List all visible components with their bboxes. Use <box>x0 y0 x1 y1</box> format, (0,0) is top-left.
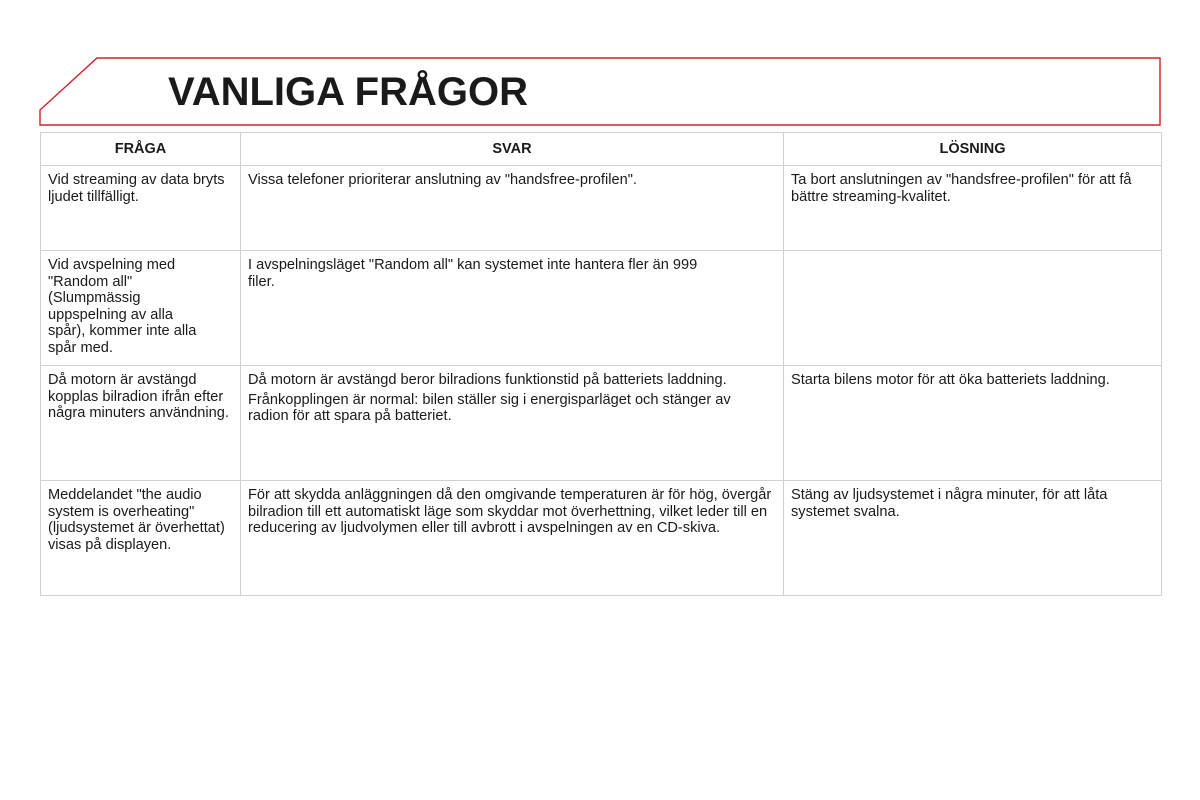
table-header-row <box>41 133 1162 166</box>
table-row <box>41 166 1162 251</box>
solution-cell: Stäng av ljudsystemet i några minuter, för att låta systemet svalna. <box>784 481 1162 596</box>
answer-cell <box>241 251 784 366</box>
question-text: Vid avspelning med "Random all" (Slumpmässig uppspelning av alla spår), kommer inte alla spår med. <box>48 257 197 356</box>
answer-paragraph: För att skydda anläggningen då den omgivande temperaturen är för hög, övergår bilradion till ett automatiskt läge som skyddar mot överhettning, vilket leder till en reducering av ljudvolymen eller till avbrott i avspelningen av en CD-skiva. <box>248 487 772 536</box>
answer-cell <box>241 481 784 596</box>
column-header-answer: SVAR <box>241 133 784 166</box>
solution-cell <box>784 251 1162 366</box>
answer-cell <box>241 166 784 251</box>
page-title: VANLIGA FRÅGOR <box>168 70 528 114</box>
solution-cell: Ta bort anslutningen av "handsfree-profilen" för att få bättre streaming-kvalitet. <box>784 166 1162 251</box>
solution-cell: Starta bilens motor för att öka batteriets laddning. <box>784 366 1162 481</box>
column-header-question: FRÅGA <box>41 133 241 166</box>
answer-paragraph: Vissa telefoner prioriterar anslutning av "handsfree-profilen". <box>248 172 637 188</box>
faq-table <box>40 132 1162 596</box>
table-row <box>41 366 1162 481</box>
table-row <box>41 481 1162 596</box>
column-header-solution: LÖSNING <box>784 133 1162 166</box>
question-cell: Meddelandet "the audio system is overheating" (ljudsystemet är överhettat) visas på displayen. <box>41 481 241 596</box>
question-cell <box>41 251 241 366</box>
question-cell: Vid streaming av data bryts ljudet tillfälligt. <box>41 166 241 251</box>
table-row <box>41 251 1162 366</box>
answer-paragraph: Då motorn är avstängd beror bilradions funktionstid på batteriets laddning. <box>248 372 727 388</box>
answer-paragraph: I avspelningsläget "Random all" kan systemet inte hantera fler än 999 filer. <box>248 257 698 290</box>
answer-cell <box>241 366 784 481</box>
answer-paragraph: Frånkopplingen är normal: bilen ställer sig i energisparläget och stänger av radion för att spara på batteriet. <box>248 391 731 424</box>
question-cell: Då motorn är avstängd kopplas bilradion ifrån efter några minuters användning. <box>41 366 241 481</box>
